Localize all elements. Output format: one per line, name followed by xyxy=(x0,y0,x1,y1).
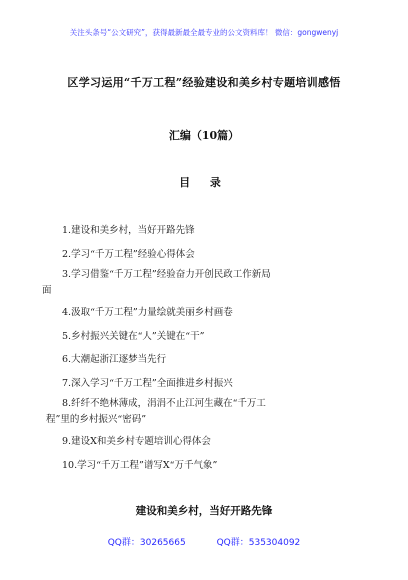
toc-item-text: 3.学习借鉴“千万工程”经验奋力开创民政工作新局 xyxy=(62,269,271,280)
toc-item xyxy=(62,302,352,324)
header-note: 关注头条号“公文研究”，获得最新最全最专业的公文资料库！ 微信：gongwenyj xyxy=(69,28,339,37)
toc-item-text: 4.汲取“千万工程”力量绘就美丽乡村画卷 xyxy=(62,307,233,318)
section-heading: 建设和美乡村，当好开路先锋 xyxy=(135,505,273,517)
toc-item xyxy=(62,244,352,266)
toc-item-text: 1.建设和美乡村，当好开路先锋 xyxy=(62,225,195,236)
toc-item xyxy=(46,396,352,428)
toc-item xyxy=(42,267,352,299)
document-subtitle: 汇编（10篇） xyxy=(168,129,240,142)
toc-item-text: 9.建设X和美乡村专题培训心得体会 xyxy=(62,436,211,447)
document-title: 区学习运用“千万工程”经验建设和美乡村专题培训感悟 xyxy=(67,76,341,89)
toc-item-text: 8.纤纤不绝林薄成，涓涓不止江河生藏在“千万工 xyxy=(62,398,266,409)
toc-item xyxy=(62,373,352,395)
toc-item-text: 10.学习“千万工程”谱写X“万千气象” xyxy=(62,459,218,471)
toc-item-continuation: 面 xyxy=(42,285,52,296)
toc-item-continuation: 程”里的乡村振兴“密码” xyxy=(46,414,147,425)
table-of-contents xyxy=(42,220,352,478)
toc-item xyxy=(62,349,352,371)
toc-item xyxy=(62,431,352,453)
footer xyxy=(0,535,408,548)
toc-item-text: 5.乡村振兴关键在“人”关键在“干” xyxy=(62,330,205,342)
qq-group-2: QQ群：535304092 xyxy=(216,538,301,548)
toc-item xyxy=(62,326,352,348)
toc-item-text: 7.深入学习“千万工程”全面推进乡村振兴 xyxy=(62,377,233,389)
toc-item xyxy=(62,220,352,242)
toc-item xyxy=(62,455,352,477)
toc-item-text: 2.学习“千万工程”经验心得体会 xyxy=(62,248,195,260)
toc-item-text: 6.大潮起浙江逐梦当先行 xyxy=(62,354,167,365)
qq-group-1: QQ群：30265665 xyxy=(107,538,186,548)
toc-heading: 目 录 xyxy=(179,176,229,189)
